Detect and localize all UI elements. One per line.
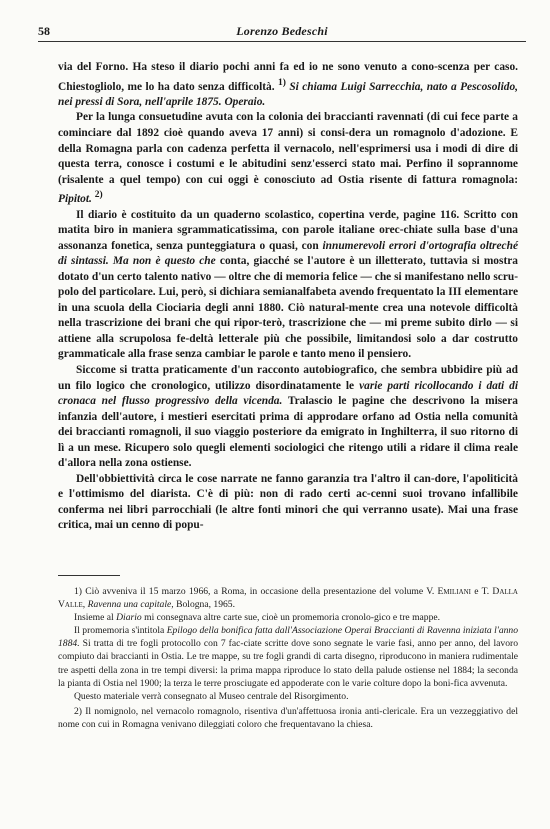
footnote-1-label: 1) [74, 586, 82, 597]
footnote-1-para-4: Questo materiale verrà consegnato al Museo centrale del Risorgimento. [74, 690, 349, 702]
paragraph-1-text-b: Si chiama Luigi Sarrecchia, nato a Pescosolido, nei pressi di Sora, nell'aprile 1875. Operaio. [58, 80, 518, 108]
footnote-1-diario: Diario [116, 612, 142, 624]
paragraph-2 [58, 110, 518, 207]
paragraph-4 [58, 363, 518, 472]
footnote-1-text-a: Ciò avveniva il 15 marzo 1966, a Roma, in occasione della presentazione del volume V. [85, 586, 435, 597]
footnote-1-para-3-b: Si tratta di tre fogli protocollo con 7 fac-ciate scritte dove sono segnate le varie fasi, anno per anno, del lavoro compiuto dai braccianti in Ostia. Le tre mappe, su tre fogli grandi di carta disegno, riproducono in maniera rudimentale tre aspetti della zona in tre tempi diversi: la prima mappa riproduce lo stato della palude ostiense nel 1884; la seconda la pianta di Ostia nel 1900; la terza le terre prosciugate ed appoderate con le varie colture dopo la boni-fica avvenuta. [58, 638, 518, 689]
footnote-1-para-2 [58, 611, 518, 624]
footnote-1-para-2-a: Insieme al [74, 612, 114, 624]
paragraph-1-text-a: via del Forno. Ha steso il diario pochi anni fa ed io ne sono venuto a cono-scenza per caso. Chiestogliolo, me lo ha dato senza difficoltà. [58, 61, 518, 93]
running-title: Lorenzo Bedeschi [236, 24, 328, 38]
paragraph-1 [58, 60, 518, 110]
body-text [58, 60, 518, 534]
footnote-1-title: Ravenna una capitale, [87, 599, 174, 611]
paragraph-3-text-b: conta, giacché se l'autore è un illetterato, tuttavia si mostra dotato d'un certo talento nativo — oltre che di memoria felice — che si manifestano nello scru-polo del particolare. Lui, però, si dichiara semianalfabeta avendo frequentato la III elementare in una scuola della Ciociaria degli anni 1880. Ciò natural-mente crea una notevole difficoltà nella trascrizione dei brani che qui ripor-terò, trascrizione che — mi preme subito dirlo — si attiene alla scrupolosa fe-deltà letterale più che possibile, limitandosi solo a dar costrutto grammaticale alla frase senza cambiar le parole e tanto meno il pensiero. [58, 255, 518, 361]
header-rule [38, 41, 526, 42]
paragraph-3-italic: innumerevoli errori d'ortografia oltreché di sintassi. Ma non è questo che [58, 239, 518, 268]
paragraph-2-text: Per la lunga consuetudine avuta con la colonia dei braccianti ravennati (di cui fece parte a cominciare dal 1892 cioè quando aveva 17 anni) si consi-dera un romagnolo d'adozione. E della Romagna parla con cadenza perfetta il vernacolo, nell'esprimersi usa i modi di dire di questa terra, conosce i costumi e le abitudini senz'esserci stato mai. Perfino il soprannome (risalente a quel tempo) con cui oggi è conosciuto ad Ostia risente di fattura romagnola: [58, 111, 518, 186]
page-number: 58 [38, 24, 50, 38]
paragraph-3 [58, 208, 518, 363]
nickname: Pipitot. [58, 192, 92, 205]
footnote-2 [58, 705, 518, 731]
paragraph-5 [58, 472, 518, 534]
paragraph-5-text: Dell'obbiettività circa le cose narrate ne fanno garanzia tra l'altro il can-dore, l'apoliticità e l'ottimismo del diarista. C'è di più: non di rado certi ac-cenni suoi trovano infallibile conferma nei libri parrocchiali (le altre fonti minori che qui verranno usate). Mai una frase critica, mai un cenno di popu- [58, 472, 518, 532]
footnotes [58, 585, 518, 731]
footnote-1 [58, 585, 518, 611]
footnote-1-author-2: Dalla Valle, [58, 586, 518, 611]
footnote-ref-1: 1) [278, 77, 286, 88]
footnote-1-text-b: Bologna, 1965. [173, 599, 235, 611]
footnote-1-para-2-b: mi consegnava altre carte sue, cioè un promemoria cronolo-gico e tre mappe. [141, 612, 441, 624]
footnote-1-author-1: Emiliani [437, 586, 472, 597]
footnote-rule [58, 575, 120, 576]
running-head [38, 22, 526, 40]
paragraph-4-text-b: Tralascio le pagine che descrivono la misera infanzia dell'autore, i mestieri esercitati prima di approdare orfano ad Ostia nella comunità dei braccianti romagnoli, il suo viaggio posteriore da emigrato in Inghilterra, il suo ritorno di lì a un mese. Ricupero solo quegli elementi sociologici che ritengo utili a ridare il clima reale d'allora nella zona ostiense. [58, 395, 518, 470]
paragraph-4-italic: varie parti ricollocando i dati di cronaca nel flusso progressivo della vicenda. [58, 379, 518, 408]
footnote-1-para-3 [58, 624, 518, 689]
footnote-2-label: 2) [74, 705, 82, 717]
footnote-ref-2: 2) [94, 190, 103, 201]
footnote-2-text: Il nomignolo, nel vernacolo romagnolo, risentiva d'un'affettuosa ironia anti-clericale. Era un vezzeggiativo del nome con cui in Romagna venivano dileggiati coloro che frequentavano la chiesa. [58, 705, 518, 730]
paragraph-3-text-a: Il diario è costituito da un quaderno scolastico, copertina verde, pagine 116. Scritto con matita biro in maniera sgrammaticatissima, con parole italiane orec-chiate sulla base d'una assonanza fonetica, senza punteggiatura o quasi, con [58, 208, 518, 252]
footnote-1-para-3-a: Il promemoria s'intitola [74, 625, 165, 637]
footnote-1-epilogo-title: Epilogo della bonifica fatta dall'Associazione Operai Braccianti di Ravenna iniziata l'anno 1884. [58, 625, 519, 650]
footnote-1-and: e T. [471, 586, 490, 597]
paragraph-4-text-a: Siccome si tratta praticamente d'un racconto autobiografico, che sembra ubbidire più ad un filo logico che cronologico, utilizzo disordinatamente le [58, 363, 518, 392]
